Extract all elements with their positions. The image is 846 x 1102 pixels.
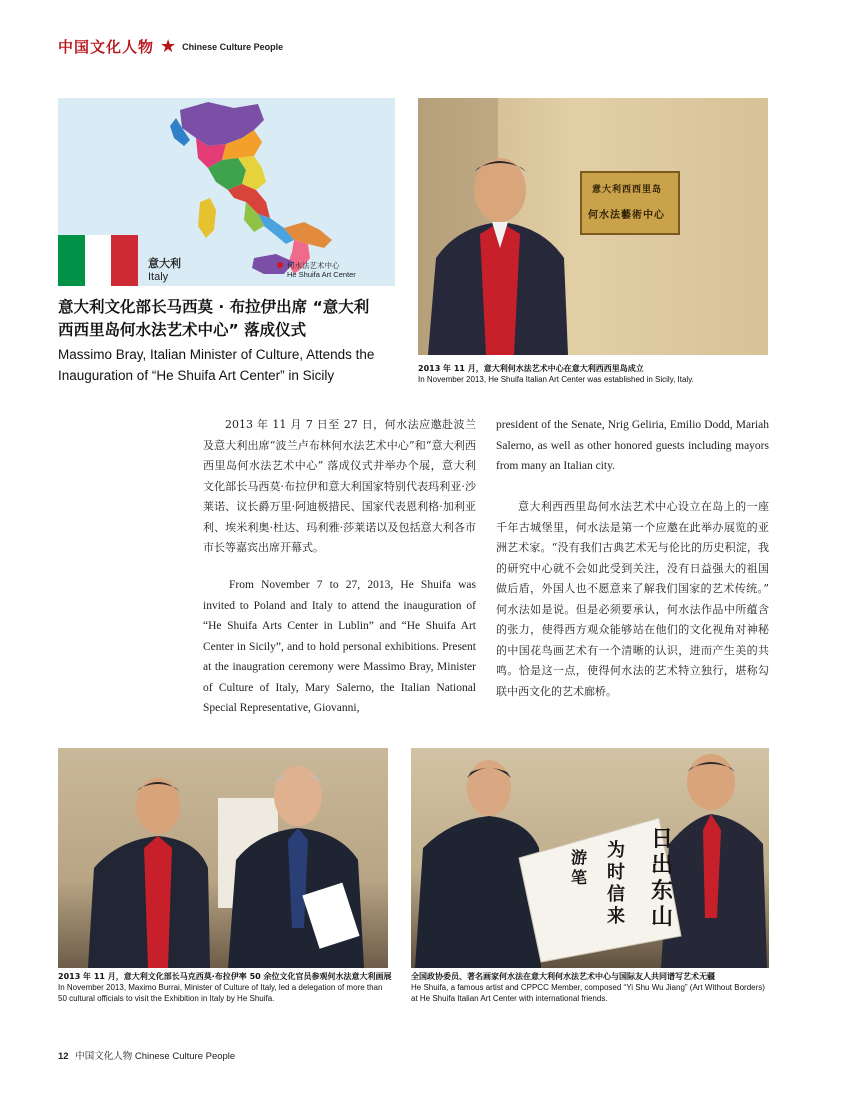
photo-calligraphy bbox=[411, 748, 769, 968]
headline-en-line1: Massimo Bray, Italian Minister of Culture, Attends the bbox=[58, 347, 375, 362]
star-icon: ★ bbox=[160, 35, 177, 57]
photo3-caption bbox=[411, 971, 771, 1004]
flag-stripe-3 bbox=[111, 235, 138, 286]
page-footer bbox=[58, 1048, 235, 1062]
location-label-en: He Shuifa Art Center bbox=[287, 270, 356, 279]
photo3-caption-en: He Shuifa, a famous artist and CPPCC Member, composed “Yi Shu Wu Jiang” (Art Without Borders) at He Shuifa Italian Art Center with international friends. bbox=[411, 983, 765, 1003]
photo1-caption bbox=[418, 363, 770, 385]
photo2-caption-en: In November 2013, Maximo Burrai, Minister of Culture of Italy, led a delegation of more than 50 cultural officials to visit the Exhibition in Italy by He Shuifa. bbox=[58, 983, 383, 1003]
portrait-man-icon bbox=[418, 98, 768, 355]
calligraphy-text-a: 日出东山 bbox=[651, 826, 674, 930]
calligraphy-text-b: 为时信来 bbox=[607, 840, 625, 927]
flag-stripe-2 bbox=[85, 235, 112, 286]
headline-en bbox=[58, 344, 398, 386]
location-marker-icon bbox=[277, 262, 283, 268]
calligraphy-text-c: 游笔 bbox=[571, 848, 588, 887]
article-col1-en: From November 7 to 27, 2013, He Shuifa was invited to Poland and Italy to attend the inauguration of “He Shuifa Arts Center in Lublin” and “He Shuifa Art Center in Sicily”, and to hold personal exhibitions. Present at the inaugration ceremony were Massimo Bray, Minister of Culture of Italy, Mary Salerno, the Italian National Special Representative, Giovanni, bbox=[203, 579, 476, 714]
location-label-cn: 何水法艺术中心 bbox=[287, 261, 340, 270]
headline-cn-line2: 西西里岛何水法艺术中心” 落成仪式 bbox=[58, 321, 307, 339]
photo3-caption-cn: 全国政协委员、著名画家何水法在意大利何水法艺术中心与国际友人共同谱写艺术无疆 bbox=[411, 972, 715, 981]
photo-minister-handshake bbox=[58, 748, 388, 968]
flag-stripe-1 bbox=[58, 235, 85, 286]
photo2-caption-cn: 2013 年 11 月，意大利文化部长马克西莫·布拉伊率 50 余位文化官员参观何水法意大利画展 bbox=[58, 972, 392, 981]
headline-en-line2: Inauguration of “He Shuifa Art Center” in Sicily bbox=[58, 368, 335, 383]
brand-title-en: Chinese Culture People bbox=[182, 41, 284, 52]
calligraphy-scene-icon bbox=[411, 748, 769, 968]
photo2-caption bbox=[58, 971, 392, 1004]
headline-cn-line1: 意大利文化部长马西莫 · 布拉伊出席 “意大利 bbox=[58, 298, 370, 316]
masthead bbox=[58, 36, 283, 57]
plaque-line2: 何水法藝術中心 bbox=[588, 210, 665, 221]
italian-flag-icon bbox=[58, 235, 138, 286]
page-number: 12 bbox=[58, 1051, 69, 1062]
photo1-caption-cn: 2013 年 11 月，意大利何水法艺术中心在意大利西西里岛成立 bbox=[418, 364, 644, 373]
photo-art-center-plaque bbox=[418, 98, 768, 355]
country-name-en: Italy bbox=[148, 271, 169, 283]
headline-cn bbox=[58, 296, 398, 342]
photo1-caption-en: In November 2013, He Shuifa Italian Art Center was established in Sicily, Italy. bbox=[418, 375, 694, 384]
brand-title-cn: 中国文化人物 bbox=[58, 38, 155, 56]
plaque-line1: 意大利西西里岛 bbox=[592, 185, 663, 195]
italy-map-panel bbox=[58, 98, 395, 286]
article-col1-cn: 2013 年 11 月 7 日至 27 日，何水法应邀赴波兰及意大利出席“波兰卢布林何水法艺术中心”和“意大利西西里岛何水法艺术中心” 落成仪式并举办个展，意大利文化部长马西莫·布拉伊和意大利国家特别代表玛利亚·沙莱诺、议长爵万里·阿迪极措民、国家代表恩利格·加利亚利、埃米利奥·杜达、玛利雅·莎莱诺以及包括意大利各市市长等嘉宾出席开幕式。 bbox=[203, 418, 476, 554]
handshake-scene-icon bbox=[58, 748, 388, 968]
article-col2-en: president of the Senate, Nrig Geliria, Emilio Dodd, Mariah Salerno, as well as other honored guests including mayors from many an Italian city. bbox=[496, 419, 769, 472]
article-col2-cn: 意大利西西里岛何水法艺术中心设立在岛上的一座千年古城堡里，何水法是第一个应邀在此举办展览的亚洲艺术家。“没有我们古典艺术无与伦比的历史积淀，我的研究中心就不会如此受到关注，没有日益强大的祖国做后盾，外国人也不愿意来了解我们国家的艺术传统。” 何水法如是说。但是必须要承认，何水法作品中所蕴含的张力，使得西方观众能够站在他们的文化视角对神秘的中国花鸟画艺术有一个清晰的认识，进而产生美的共鸣。恰是这一点，使得何水法的艺术特立独行，堪称勾联中西文化的艺术廊桥。 bbox=[496, 500, 769, 698]
country-name-cn: 意大利 bbox=[148, 257, 181, 270]
footer-text: 中国文化人物 Chinese Culture People bbox=[75, 1051, 236, 1062]
